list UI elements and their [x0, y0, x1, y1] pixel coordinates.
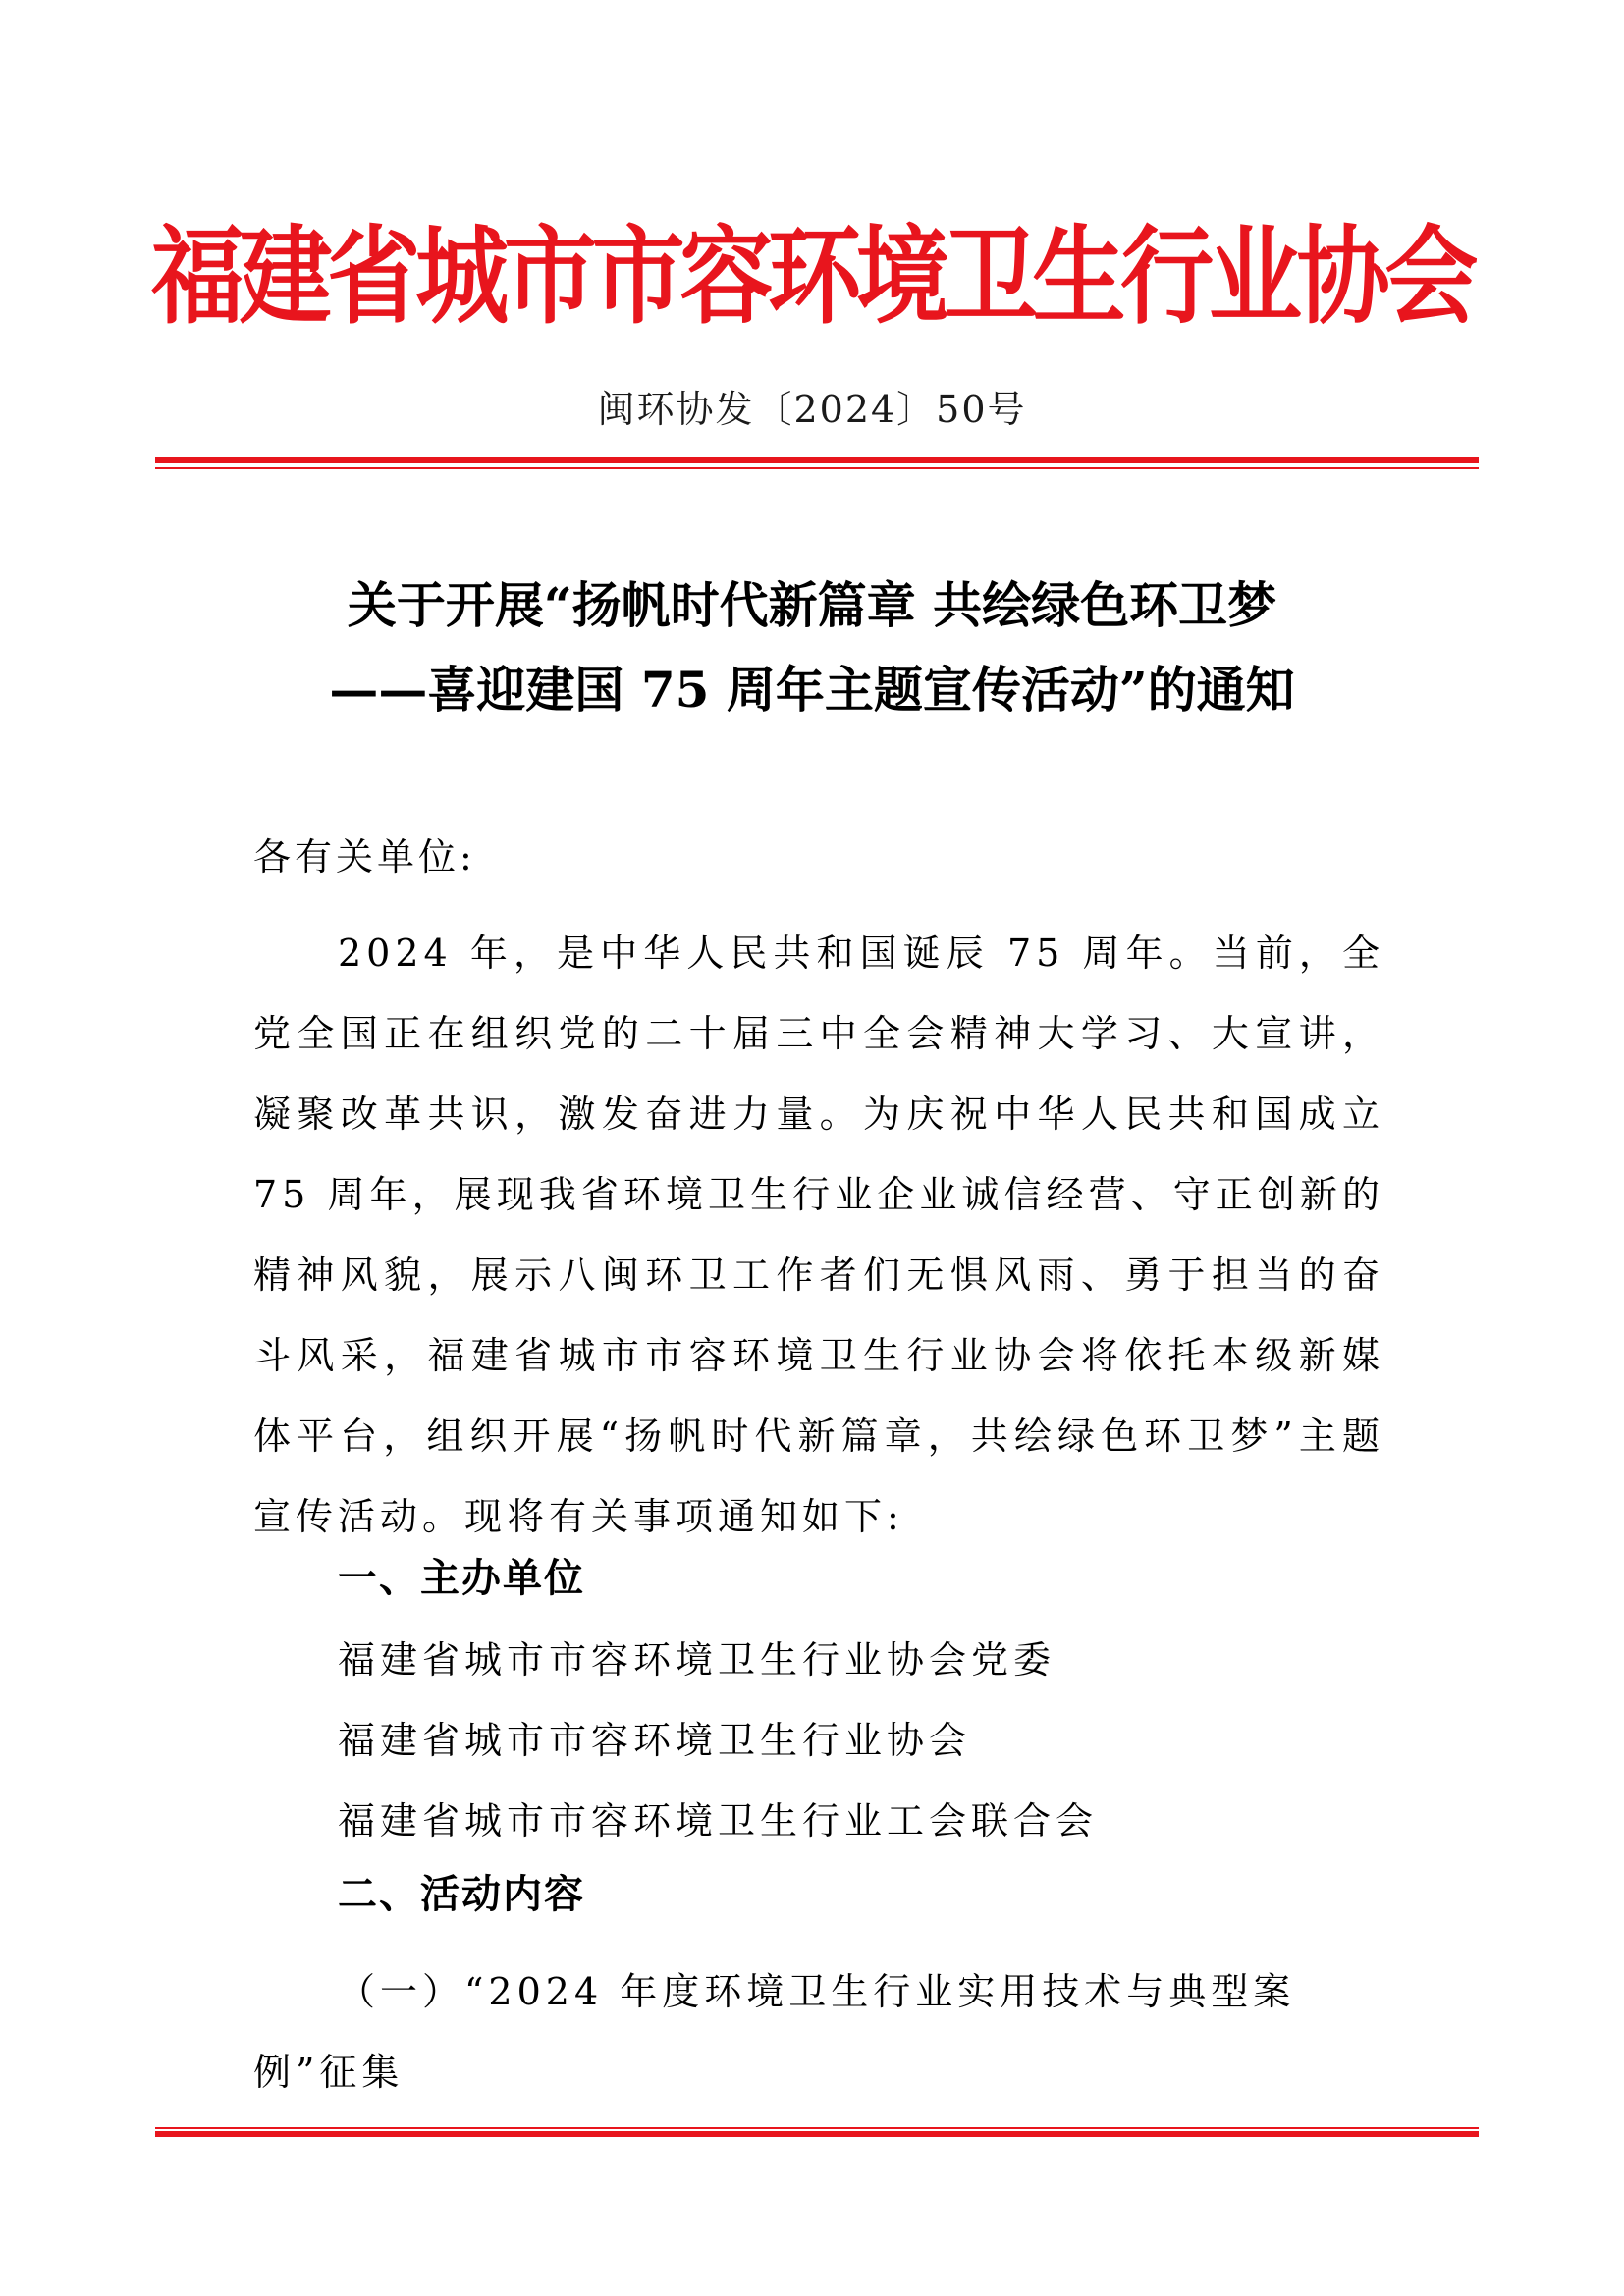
section-heading-organizers: 一、主办单位 [338, 1555, 585, 1601]
footer-red-rule-thin [155, 2127, 1479, 2129]
subsection-text: （一）“2024 年度环境卫生行业实用技术与典型案例”征集 [253, 1970, 1296, 2094]
organizer-item: 福建省城市市容环境卫生行业工会联合会 [338, 1799, 1099, 1842]
section-heading-activity-content: 二、活动内容 [338, 1871, 585, 1917]
header-red-rule-thin [155, 467, 1479, 469]
subsection-item [253, 1951, 1384, 2112]
notice-title-line-2: ——喜迎建国 75 周年主题宣传活动”的通知 [329, 661, 1295, 719]
intro-paragraph [253, 913, 1384, 1557]
footer-red-rule-thick [155, 2131, 1479, 2137]
organizer-item: 福建省城市市容环境卫生行业协会 [338, 1719, 972, 1762]
document-number: 闽环协发〔2024〕50号 [597, 388, 1027, 431]
organizer-item: 福建省城市市容环境卫生行业协会党委 [338, 1638, 1056, 1682]
intro-text: 2024 年，是中华人民共和国诞辰 75 周年。当前，全党全国正在组织党的二十届三中全会精神大学习、大宣讲，凝聚改革共识，激发奋进力量。为庆祝中华人民共和国成立 75 周年，展现我省环境卫生行业企业诚信经营、守正创新的精神风貌，展示八闽环卫工作者们无惧风雨、勇于担当的奋斗风采，福建省城市市容环境卫生行业协会将依托本级新媒体平台，组织开展“扬帆时代新篇章，共绘绿色环卫梦”主题宣传活动。现将有关事项通知如下: [253, 932, 1384, 1538]
notice-title-line-1: 关于开展“扬帆时代新篇章 共绘绿色环卫梦 [347, 576, 1277, 634]
salutation: 各有关单位: [253, 835, 476, 879]
organization-masthead: 福建省城市市容环境卫生行业协会 [150, 215, 1474, 339]
header-red-rule-thick [155, 457, 1479, 463]
